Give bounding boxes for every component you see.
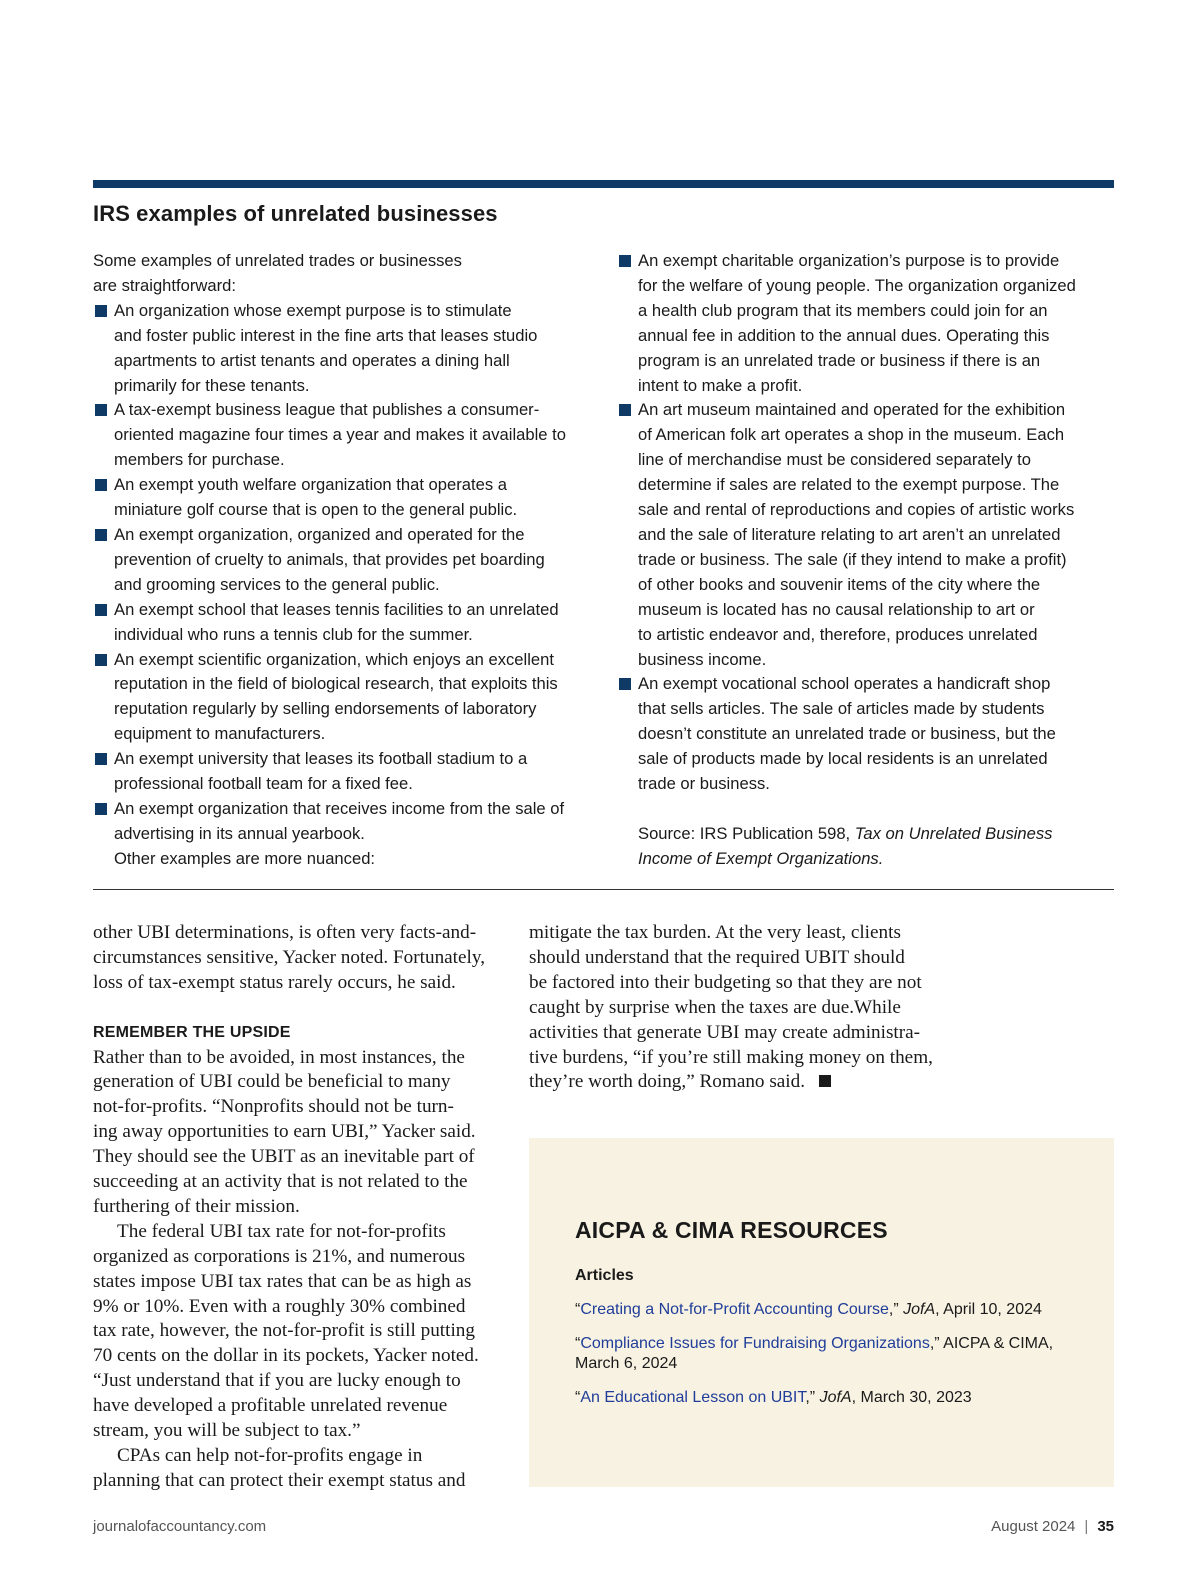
text-line: of American folk art operates a shop in the museum. Each — [638, 425, 1065, 445]
footer-separator: | — [1084, 1518, 1089, 1535]
text-line: and grooming services to the general public. — [114, 574, 440, 594]
text-line: should understand that the required UBIT should — [529, 946, 905, 968]
article-column-1 — [93, 921, 493, 1494]
resource-quote-open: “ — [575, 1301, 581, 1318]
text-line: intent to make a profit. — [638, 375, 803, 395]
text-line: have developed a profitable unrelated revenue — [93, 1395, 448, 1417]
resource-quote-close: ,” — [805, 1388, 820, 1406]
bullet-square-icon — [95, 529, 107, 541]
sidebar-top-bar — [93, 180, 1114, 188]
text-line: be factored into their budgeting so that they are not — [529, 971, 922, 993]
text-line: 70 cents on the dollar in its pockets, Yacker noted. — [93, 1345, 479, 1367]
bullet-item — [617, 398, 1119, 672]
bullet-square-icon — [95, 404, 107, 416]
text-line: annual fee in addition to the annual dues. Operating this — [638, 325, 1050, 345]
text-line: An exempt organization that receives income from the sale of — [114, 798, 565, 818]
text-line: members for purchase. — [114, 450, 285, 470]
section-divider — [93, 889, 1114, 890]
source-line — [617, 822, 1119, 847]
text-line: determine if sales are related to the exempt purpose. The — [638, 475, 1060, 495]
article-paragraph — [93, 921, 493, 996]
resource-quote-close: ,” — [929, 1334, 944, 1352]
right-bullet-list — [617, 249, 1119, 797]
text-line: Rather than to be avoided, in most instances, the — [93, 1046, 465, 1068]
bullet-square-icon — [95, 305, 107, 317]
text-line: program is an unrelated trade or business if there is an — [638, 350, 1041, 370]
text-line: mitigate the tax burden. At the very least, clients — [529, 922, 901, 943]
end-mark-icon — [819, 1075, 831, 1087]
resource-publication: JofA — [819, 1388, 852, 1406]
text-line: An exempt charitable organization’s purpose is to provide — [638, 251, 1060, 270]
resource-link[interactable]: An Educational Lesson on UBIT — [580, 1388, 806, 1406]
spacer — [617, 797, 1119, 822]
text-line: museum is located has no causal relationship to art or — [638, 599, 1035, 619]
text-line: sale and rental of reproductions and copies of artistic works — [638, 500, 1075, 520]
text-line: ing away opportunities to earn UBI,” Yacker said. — [93, 1121, 476, 1143]
text-line: that sells articles. The sale of articles made by students — [638, 699, 1045, 719]
text-line: caught by surprise when the taxes are due.While — [529, 996, 901, 1018]
sidebar-right-column — [617, 249, 1119, 872]
resources-list — [575, 1300, 1085, 1421]
text-line: advertising in its annual yearbook. — [114, 823, 365, 843]
source-line — [617, 847, 1119, 872]
bullet-square-icon — [95, 753, 107, 765]
bullet-item — [93, 747, 598, 797]
text-line: An art museum maintained and operated for the exhibition — [638, 400, 1066, 420]
bullet-item — [617, 672, 1119, 797]
sidebar-title: IRS examples of unrelated businesses — [93, 201, 498, 226]
bullet-item — [93, 473, 598, 523]
bullet-square-icon — [95, 803, 107, 815]
text-line: they’re worth doing,” Romano said. — [529, 1071, 806, 1093]
resource-quote-open: “ — [575, 1388, 581, 1406]
text-line: The federal UBI tax rate for not-for-profits — [117, 1220, 446, 1242]
resource-quote-open: “ — [575, 1334, 581, 1352]
text-line: An exempt school that leases tennis facilities to an unrelated — [114, 599, 559, 619]
text-line: tax rate, however, the not-for-profit is still putting — [93, 1320, 475, 1342]
bullet-item — [93, 398, 598, 473]
bullet-item — [93, 797, 598, 847]
bullet-item — [617, 249, 1119, 398]
bullet-item — [93, 598, 598, 648]
text-line: stream, you will be subject to tax.” — [93, 1420, 361, 1442]
footer-date-page — [991, 1518, 1114, 1535]
text-line: tive burdens, “if you’re still making money on them, — [529, 1046, 933, 1068]
text-line: equipment to manufacturers. — [114, 724, 326, 744]
source-title: Tax on Unrelated Business — [854, 823, 1053, 843]
text-line: circumstances sensitive, Yacker noted. Fortunately, — [93, 946, 486, 968]
resource-quote-close: ,” — [888, 1301, 904, 1318]
text-line: line of merchandise must be considered separately to — [638, 450, 1031, 470]
text-line: activities that generate UBI may create administra- — [529, 1021, 921, 1043]
bullet-square-icon — [619, 678, 631, 690]
text-line: trade or business. — [638, 774, 770, 794]
bullet-square-icon — [95, 604, 107, 616]
left-bullet-list — [93, 299, 598, 847]
text-line: sale of products made by local residents is an unrelated — [638, 749, 1048, 769]
section-subhead: REMEMBER THE UPSIDE — [93, 1023, 291, 1041]
bullet-square-icon — [95, 654, 107, 666]
article-paragraph — [529, 921, 949, 1095]
text-line: miniature golf course that is open to the general public. — [114, 500, 518, 520]
text-line: furthering of their mission. — [93, 1195, 300, 1217]
text-line: a health club program that its members could join for an — [638, 300, 1048, 320]
text-line: oriented magazine four times a year and makes it available to — [114, 425, 566, 445]
other-examples-line: Other examples are more nuanced: — [114, 848, 376, 868]
resource-details: , April 10, 2024 — [935, 1301, 1042, 1318]
resource-details: , March 30, 2023 — [851, 1388, 972, 1406]
text-line: An exempt scientific organization, which enjoys an excellent — [114, 649, 554, 669]
footer-site[interactable]: journalofaccountancy.com — [93, 1518, 267, 1535]
text-line: succeeding at an activity that is not related to the — [93, 1171, 468, 1193]
text-line: loss of tax-exempt status rarely occurs, he said. — [93, 971, 456, 993]
article-paragraph — [93, 1220, 493, 1444]
text-line: An exempt organization, organized and operated for the — [114, 524, 525, 544]
text-line: primarily for these tenants. — [114, 375, 310, 395]
text-line: prevention of cruelty to animals, that provides pet boarding — [114, 549, 545, 569]
footer-date: August 2024 — [991, 1518, 1076, 1535]
resources-box — [529, 1138, 1114, 1487]
resource-publication: JofA — [903, 1301, 936, 1318]
resource-item — [575, 1334, 1085, 1375]
text-line: They should see the UBIT as an inevitable part of — [93, 1146, 475, 1168]
bullet-square-icon — [619, 255, 631, 267]
text-line: An exempt youth welfare organization that operates a — [114, 475, 507, 495]
resources-title: AICPA & CIMA RESOURCES — [575, 1217, 888, 1243]
article-column-2 — [529, 921, 949, 1095]
text-line: individual who runs a tennis club for the summer. — [114, 624, 473, 644]
text-line: other UBI determinations, is often very facts-and- — [93, 922, 477, 943]
text-line: planning that can protect their exempt status and — [93, 1469, 466, 1491]
resource-item — [575, 1300, 1085, 1321]
sidebar-left-column — [93, 249, 598, 872]
text-line: An organization whose exempt purpose is to stimulate — [114, 300, 512, 320]
text-line: to artistic endeavor and, therefore, produces unrelated — [638, 624, 1038, 644]
resource-link[interactable]: Creating a Not-for-Profit Accounting Course — [580, 1301, 889, 1318]
article-paragraph — [93, 1046, 493, 1220]
text-line: not-for-profits. “Nonprofits should not be turn- — [93, 1096, 454, 1118]
source-title: Income of Exempt Organizations. — [638, 848, 884, 868]
bullet-square-icon — [95, 479, 107, 491]
resource-link[interactable]: Compliance Issues for Fundraising Organizations — [580, 1334, 930, 1352]
text-line: trade or business. The sale (if they intend to make a profit) — [638, 549, 1067, 569]
text-line: doesn’t constitute an unrelated trade or business, but the — [638, 724, 1056, 744]
sidebar-intro-line: are straightforward: — [93, 275, 236, 295]
text-line: reputation regularly by selling endorsements of laboratory — [114, 699, 537, 719]
text-line: 9% or 10%. Even with a roughly 30% combined — [93, 1295, 466, 1317]
resource-details: AICPA & CIMA, March 6, 2024 — [575, 1334, 1054, 1372]
resource-item — [575, 1388, 1085, 1409]
text-line: and foster public interest in the fine arts that leases studio — [114, 325, 538, 345]
text-line: for the welfare of young people. The organization organized — [638, 275, 1076, 295]
text-line: professional football team for a fixed fee. — [114, 774, 413, 794]
article-paragraph — [93, 1444, 493, 1494]
text-line: organized as corporations is 21%, and numerous — [93, 1245, 466, 1267]
text-line: reputation in the field of biological research, that exploits this — [114, 674, 558, 694]
bullet-item — [93, 299, 598, 399]
text-line: of other books and souvenir items of the city where the — [638, 574, 1041, 594]
bullet-item — [93, 523, 598, 598]
bullet-item — [93, 648, 598, 748]
resources-subtitle: Articles — [575, 1267, 634, 1284]
bullet-square-icon — [619, 404, 631, 416]
text-line: CPAs can help not-for-profits engage in — [117, 1445, 423, 1467]
text-line: “Just understand that if you are lucky enough to — [93, 1370, 461, 1392]
text-line: An exempt vocational school operates a handicraft shop — [638, 674, 1051, 694]
text-line: and the sale of literature relating to art aren’t an unrelated — [638, 524, 1061, 544]
source-prefix: Source: IRS Publication 598, — [638, 823, 855, 843]
sidebar-intro-line: Some examples of unrelated trades or businesses — [93, 251, 462, 270]
text-line: business income. — [638, 649, 767, 669]
text-line: apartments to artist tenants and operates a dining hall — [114, 350, 510, 370]
page-number: 35 — [1097, 1518, 1114, 1535]
text-line: states impose UBI tax rates that can be as high as — [93, 1270, 472, 1292]
text-line: An exempt university that leases its football stadium to a — [114, 749, 528, 769]
text-line: generation of UBI could be beneficial to many — [93, 1071, 451, 1093]
text-line: A tax-exempt business league that publishes a consumer- — [114, 400, 540, 420]
